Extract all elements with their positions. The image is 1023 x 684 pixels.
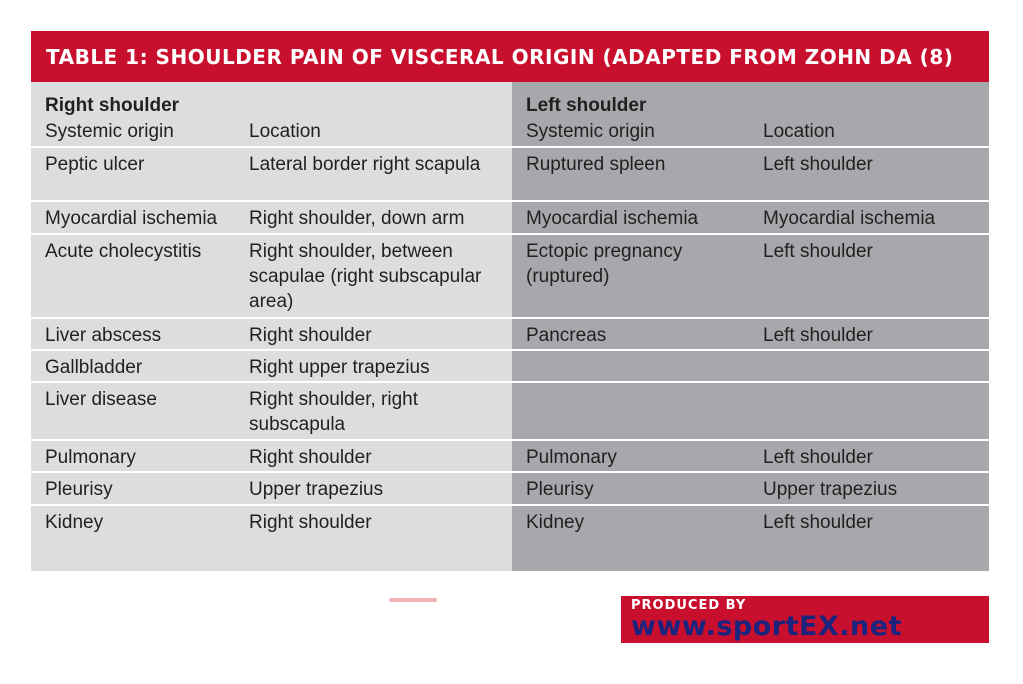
col-header-location: Location (249, 121, 321, 142)
table-row (31, 233, 512, 317)
origin-cell: Pleurisy (526, 479, 594, 500)
location-cell: Upper trapezius (249, 479, 384, 500)
table-row (31, 200, 512, 233)
location-cell: Upper trapezius (763, 479, 898, 500)
location-cell (763, 351, 989, 381)
decorative-mark (389, 598, 437, 602)
origin-cell: Pancreas (526, 325, 607, 346)
table-row (31, 471, 512, 504)
origin-cell: Myocardial ischemia (526, 208, 699, 229)
table-body (31, 82, 989, 571)
panel-heading: Left shoulder (526, 95, 647, 116)
origin-cell: Acute cholecystitis (45, 241, 202, 262)
col-header-origin: Systemic origin (45, 121, 174, 142)
location-cell (763, 383, 989, 439)
site-url: www.sportEX.net (631, 611, 902, 642)
sportex-logo (621, 596, 989, 643)
table-row (512, 200, 989, 233)
location-cell: Right shoulder, down arm (249, 208, 465, 229)
table-row (512, 233, 989, 317)
panel-heading-row (512, 82, 989, 115)
origin-cell: Myocardial ischemia (45, 208, 218, 229)
column-header-row (512, 115, 989, 146)
col-header-origin: Systemic origin (526, 121, 655, 142)
table-row (512, 471, 989, 504)
origin-cell: Gallbladder (45, 357, 143, 378)
location-cell: Right shoulder, right subscapula (249, 389, 418, 435)
location-cell: Right shoulder (249, 325, 372, 346)
table-row (512, 504, 989, 548)
location-cell: Left shoulder (763, 325, 873, 346)
origin-cell: Kidney (526, 512, 585, 533)
origin-cell: Ruptured spleen (526, 154, 666, 175)
location-cell: Right shoulder, between scapulae (right subscapular area) (249, 241, 482, 312)
table-row (512, 146, 989, 200)
table-row (31, 349, 512, 381)
origin-cell: Ectopic pregnancy (ruptured) (526, 241, 683, 287)
origin-cell: Liver abscess (45, 325, 162, 346)
visceral-pain-table (31, 31, 989, 571)
table-row (31, 504, 512, 548)
location-cell: Right shoulder (249, 447, 372, 468)
table-row (31, 317, 512, 349)
origin-cell: Liver disease (45, 389, 157, 410)
location-cell: Left shoulder (763, 154, 873, 175)
location-cell: Left shoulder (763, 241, 873, 262)
column-header-row (31, 115, 512, 146)
origin-cell: Pleurisy (45, 479, 113, 500)
location-cell: Lateral border right scapula (249, 154, 481, 175)
origin-cell: Kidney (45, 512, 104, 533)
location-cell: Myocardial ischemia (763, 208, 936, 229)
panel-heading-row (31, 82, 512, 115)
col-header-location: Location (763, 121, 835, 142)
table-row (31, 146, 512, 200)
table-row (512, 349, 989, 381)
table-row (512, 381, 989, 439)
panel-heading: Right shoulder (45, 95, 180, 116)
table-row (31, 381, 512, 439)
location-cell: Right shoulder (249, 512, 372, 533)
location-cell: Left shoulder (763, 512, 873, 533)
origin-cell: Pulmonary (45, 447, 136, 468)
location-cell: Right upper trapezius (249, 357, 430, 378)
origin-cell: Pulmonary (526, 447, 617, 468)
origin-cell (512, 351, 763, 381)
table-row (512, 317, 989, 349)
table-row (31, 439, 512, 471)
left-shoulder-panel (512, 82, 989, 571)
table-row (512, 439, 989, 471)
origin-cell: Peptic ulcer (45, 154, 145, 175)
produced-by-label: PRODUCED BY (631, 598, 747, 613)
location-cell: Left shoulder (763, 447, 873, 468)
origin-cell (512, 383, 763, 439)
right-shoulder-panel (31, 82, 512, 571)
table-title: TABLE 1: SHOULDER PAIN OF VISCERAL ORIGIN (ADAPTED FROM ZOHN DA (8) (31, 31, 989, 82)
